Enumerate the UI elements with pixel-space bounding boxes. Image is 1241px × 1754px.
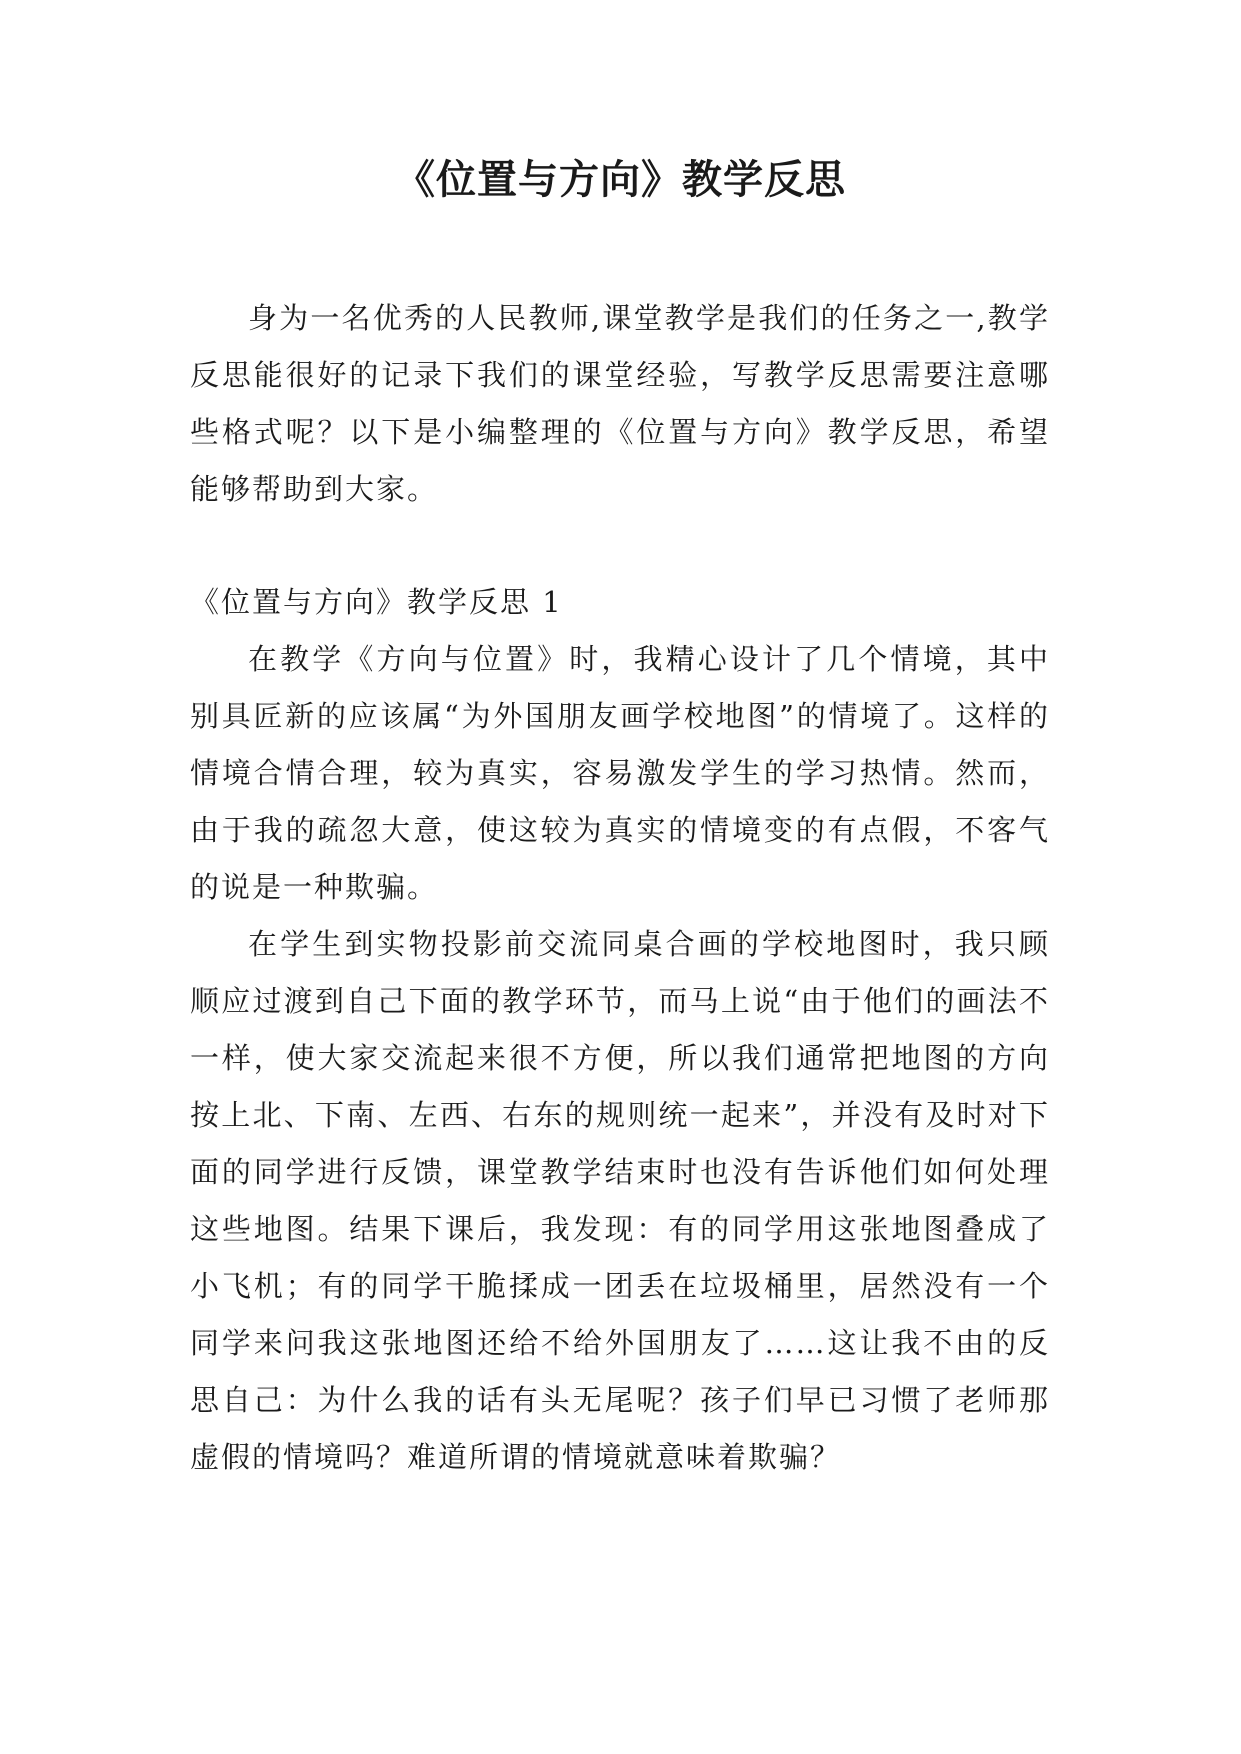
section-1 [190,574,1050,1486]
intro-block [190,290,1050,518]
intro-paragraph: 身为一名优秀的人民教师,课堂教学是我们的任务之一,教学反思能很好的记录下我们的课堂经验，写教学反思需要注意哪些格式呢？以下是小编整理的《位置与方向》教学反思，希望能够帮助到大家。 [190,301,1050,506]
section-paragraph-2: 在学生到实物投影前交流同桌合画的学校地图时，我只顾顺应过渡到自己下面的教学环节，而马上说“由于他们的画法不一样，使大家交流起来很不方便，所以我们通常把地图的方向按上北、下南、左西、右东的规则统一起来”，并没有及时对下面的同学进行反馈，课堂教学结束时也没有告诉他们如何处理这些地图。结果下课后，我发现：有的同学用这张地图叠成了小飞机；有的同学干脆揉成一团丢在垃圾桶里，居然没有一个同学来问我这张地图还给不给外国朋友了……这让我不由的反思自己：为什么我的话有头无尾呢？孩子们早已习惯了老师那虚假的情境吗？难道所谓的情境就意味着欺骗？ [190,927,1050,1474]
section-paragraph-1: 在教学《方向与位置》时，我精心设计了几个情境，其中别具匠新的应该属“为外国朋友画学校地图”的情境了。这样的情境合情合理，较为真实，容易激发学生的学习热情。然而，由于我的疏忽大意，使这较为真实的情境变的有点假，不客气的说是一种欺骗。 [190,642,1050,904]
section-heading: 《位置与方向》教学反思 1 [190,585,563,619]
document-title: 《位置与方向》教学反思 [395,156,846,203]
